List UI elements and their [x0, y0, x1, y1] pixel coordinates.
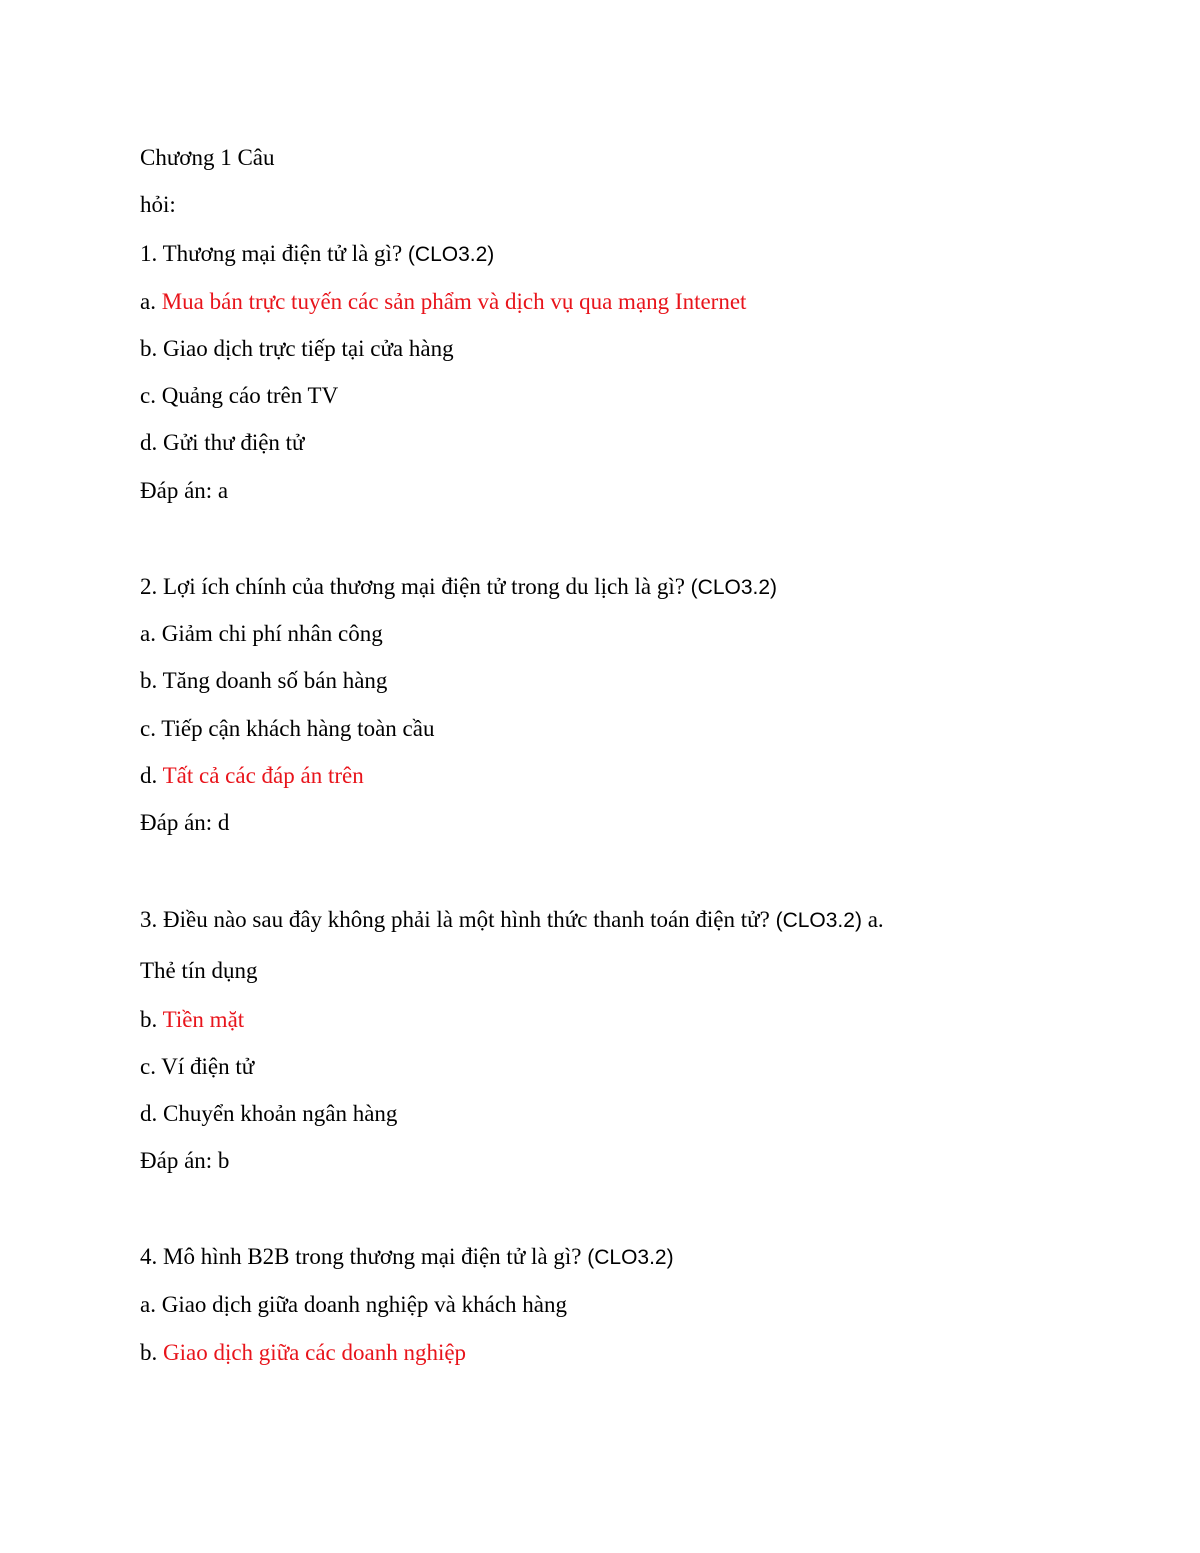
option-4b	[140, 1338, 466, 1368]
option-text: Gửi thư điện tử	[163, 430, 305, 455]
answer-3: Đáp án: b	[140, 1148, 230, 1173]
option-1c	[140, 381, 338, 411]
option-3a	[140, 956, 258, 986]
question-2	[140, 572, 777, 602]
question-text: 3. Điều nào sau đây không phải là một hình thức thanh toán điện tử?	[140, 907, 776, 932]
option-prefix: b.	[140, 1340, 163, 1365]
option-2c	[140, 714, 434, 744]
question-3	[140, 905, 884, 935]
option-3c	[140, 1052, 254, 1082]
option-text: Thẻ tín dụng	[140, 958, 258, 983]
option-3b	[140, 1005, 244, 1035]
option-prefix: a.	[140, 1292, 162, 1317]
option-text: Tăng doanh số bán hàng	[162, 668, 388, 693]
question-code: (CLO3.2)	[407, 243, 495, 266]
chapter-subtitle: hỏi:	[140, 192, 176, 217]
option-1a	[140, 287, 746, 317]
option-text: Chuyển khoản ngân hàng	[163, 1101, 398, 1126]
option-text-correct: Mua bán trực tuyến các sản phẩm và dịch vụ qua mạng Internet	[161, 289, 747, 314]
answer-2: Đáp án: d	[140, 810, 230, 835]
option-prefix: a.	[140, 289, 162, 314]
question-tail: a.	[861, 907, 884, 932]
option-prefix: d.	[140, 430, 163, 455]
option-2a	[140, 619, 383, 649]
question-code: (CLO3.2)	[775, 909, 862, 932]
option-prefix: b.	[140, 668, 163, 693]
option-text-correct: Tất cả các đáp án trên	[162, 763, 364, 788]
option-3d	[140, 1099, 397, 1129]
option-4a	[140, 1290, 567, 1320]
option-text: Giảm chi phí nhân công	[161, 621, 383, 646]
question-text: 2. Lợi ích chính của thương mại điện tử trong du lịch là gì?	[140, 574, 691, 599]
option-prefix: b.	[140, 336, 163, 361]
option-2b	[140, 666, 387, 696]
option-text: Ví điện tử	[161, 1054, 255, 1079]
option-prefix: a.	[140, 621, 162, 646]
option-prefix: c.	[140, 383, 162, 408]
option-text-correct: Tiền mặt	[162, 1007, 245, 1032]
option-prefix: b.	[140, 1007, 163, 1032]
option-prefix: d.	[140, 763, 163, 788]
option-prefix: c.	[140, 1054, 162, 1079]
chapter-title: Chương 1 Câu	[140, 145, 275, 170]
question-text: 1. Thương mại điện tử là gì?	[140, 241, 408, 266]
option-1d	[140, 428, 305, 458]
option-2d	[140, 761, 364, 791]
question-code: (CLO3.2)	[690, 576, 778, 599]
option-text: Giao dịch giữa doanh nghiệp và khách hàng	[161, 1292, 567, 1317]
question-text: 4. Mô hình B2B trong thương mại điện tử là gì?	[140, 1244, 588, 1269]
question-code: (CLO3.2)	[587, 1246, 674, 1269]
option-prefix: d.	[140, 1101, 163, 1126]
option-text: Quảng cáo trên TV	[161, 383, 339, 408]
option-prefix: c.	[140, 716, 162, 741]
option-text: Giao dịch trực tiếp tại cửa hàng	[163, 336, 454, 361]
answer-1: Đáp án: a	[140, 478, 229, 503]
question-4	[140, 1242, 674, 1272]
option-text: Tiếp cận khách hàng toàn cầu	[161, 716, 435, 741]
question-1	[140, 239, 494, 269]
option-text-correct: Giao dịch giữa các doanh nghiệp	[163, 1340, 467, 1365]
option-1b	[140, 334, 454, 364]
